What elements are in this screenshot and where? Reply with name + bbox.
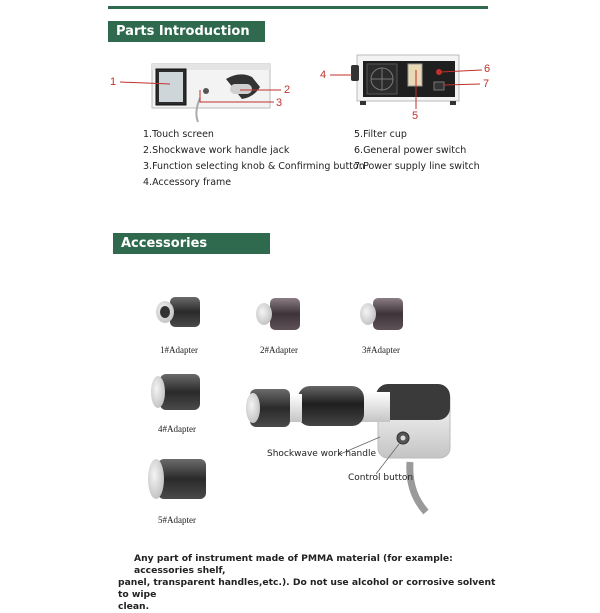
adapter-2-image	[256, 298, 300, 330]
adapter-3-image	[360, 298, 403, 330]
note-line: clean.	[118, 601, 150, 612]
part-item: 2.Shockwave work handle jack	[143, 145, 290, 156]
part-item: 6.General power switch	[354, 145, 467, 156]
callout-1: 1	[110, 76, 117, 88]
callout-6: 6	[484, 63, 491, 75]
accessories-header: Accessories	[113, 233, 270, 254]
adapter-5-label: 5#Adapter	[158, 515, 196, 525]
adapter-1-image	[156, 297, 200, 327]
pmma-care-note	[118, 553, 498, 613]
device-front-view	[152, 64, 270, 122]
parts-introduction-header: Parts Introduction	[108, 21, 265, 42]
adapter-2-label: 2#Adapter	[260, 345, 298, 355]
adapter-5-image	[148, 459, 206, 499]
part-item: 3.Function selecting knob & Confirming button	[143, 161, 365, 172]
part-item: 4.Accessory frame	[143, 177, 232, 188]
adapter-4-image	[151, 374, 200, 410]
shockwave-handle-image	[246, 384, 450, 512]
callout-4: 4	[320, 69, 327, 81]
control-button-label: Control button	[348, 473, 414, 483]
callout-5: 5	[412, 110, 419, 122]
adapter-1-label: 1#Adapter	[160, 345, 198, 355]
part-item: 7.Power supply line switch	[354, 161, 480, 172]
shockwave-handle-label: Shockwave work handle	[267, 449, 376, 459]
callout-7: 7	[483, 78, 490, 90]
parts-list-left	[143, 127, 365, 191]
adapter-4-label: 4#Adapter	[158, 424, 196, 434]
adapter-3-label: 3#Adapter	[362, 345, 400, 355]
callout-2: 2	[284, 84, 291, 96]
parts-list-right	[354, 127, 480, 175]
part-item: 1.Touch screen	[143, 129, 214, 140]
part-item: 5.Filter cup	[354, 129, 407, 140]
device-back-view	[351, 55, 459, 105]
note-line: panel, transparent handles,etc.). Do not use alcohol or corrosive solvent to wipe	[118, 577, 496, 600]
note-line: Any part of instrument made of PMMA material (for example: accessories shelf,	[134, 553, 453, 576]
callout-3: 3	[276, 97, 283, 109]
